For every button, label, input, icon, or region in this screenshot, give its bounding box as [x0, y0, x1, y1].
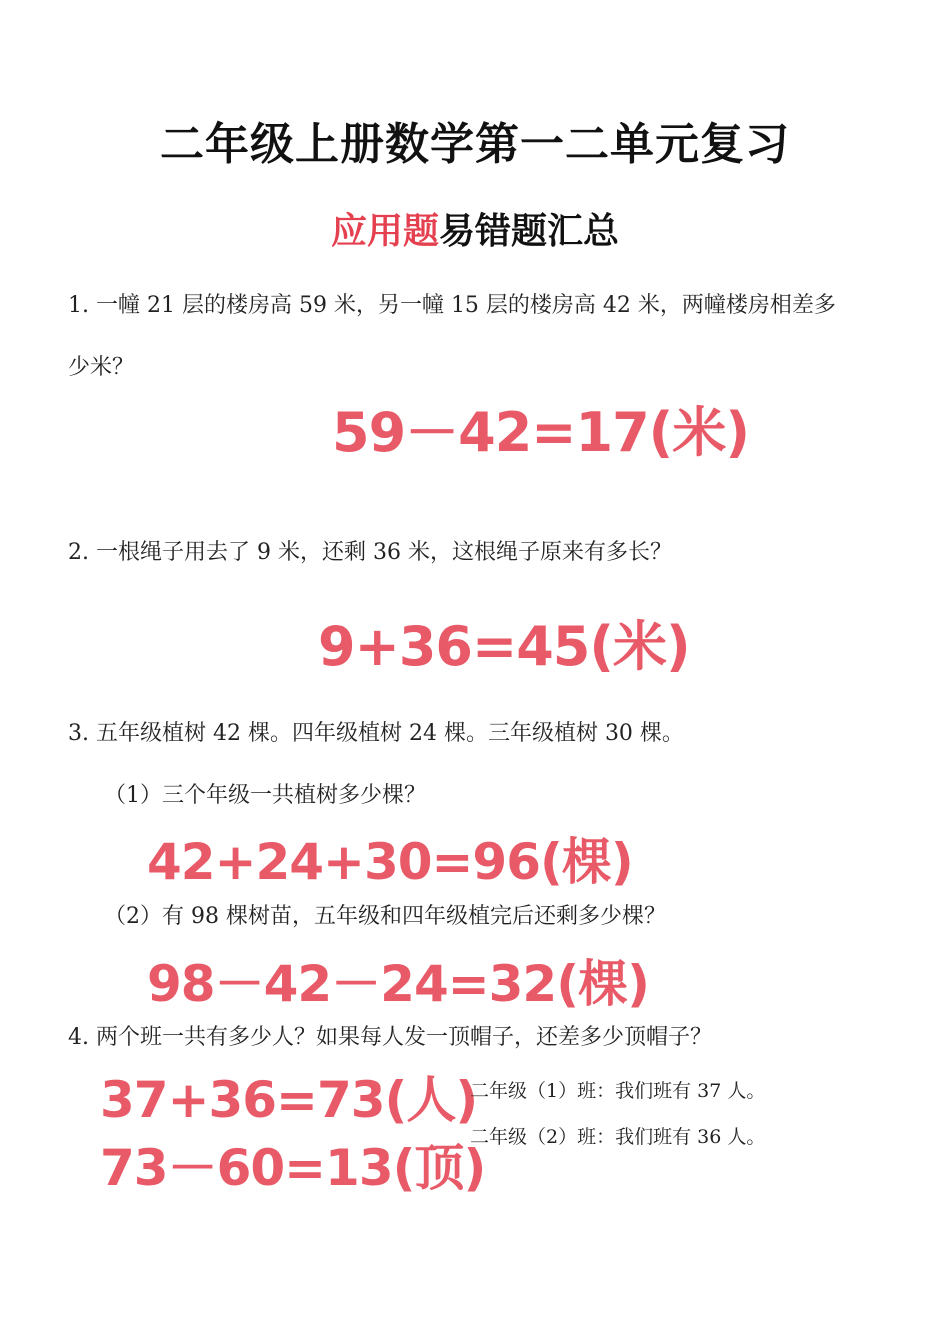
- question-2-answer: 9+36=45(米): [318, 615, 690, 678]
- question-4-answer-2: 73－60=13(顶): [100, 1139, 486, 1197]
- question-4-note-2: 二年级（2）班：我们班有 36 人。: [470, 1126, 766, 1148]
- question-3-sub-2: （2）有 98 棵树苗，五年级和四年级植完后还剩多少棵？: [104, 904, 666, 929]
- question-4-text: 4. 两个班一共有多少人？如果每人发一顶帽子，还差多少顶帽子？: [68, 1025, 712, 1050]
- question-1-line-1: 1. 一幢 21 层的楼房高 59 米，另一幢 15 层的楼房高 42 米，两幢楼房相差多: [68, 293, 836, 318]
- page-title: 二年级上册数学第一二单元复习: [160, 119, 790, 170]
- question-4-answer-1: 37+36=73(人): [100, 1071, 478, 1129]
- question-3-text: 3. 五年级植树 42 棵。四年级植树 24 棵。三年级植树 30 棵。: [68, 721, 684, 746]
- question-3-answer-1: 42+24+30=96(棵): [147, 833, 633, 891]
- subtitle-rest: 易错题汇总: [439, 211, 620, 252]
- page-subtitle: [0, 203, 950, 254]
- question-1-answer: 59－42=17(米): [332, 401, 750, 464]
- subtitle-highlight: 应用题: [330, 211, 439, 252]
- question-1-line-2: 少米？: [68, 355, 135, 380]
- question-3-answer-2: 98－42－24=32(棵): [147, 955, 649, 1013]
- question-2-text: 2. 一根绳子用去了 9 米，还剩 36 米，这根绳子原来有多长？: [68, 540, 672, 565]
- question-3-sub-1: （1）三个年级一共植树多少棵？: [104, 783, 426, 808]
- question-4-note-1: 二年级（1）班：我们班有 37 人。: [470, 1080, 766, 1102]
